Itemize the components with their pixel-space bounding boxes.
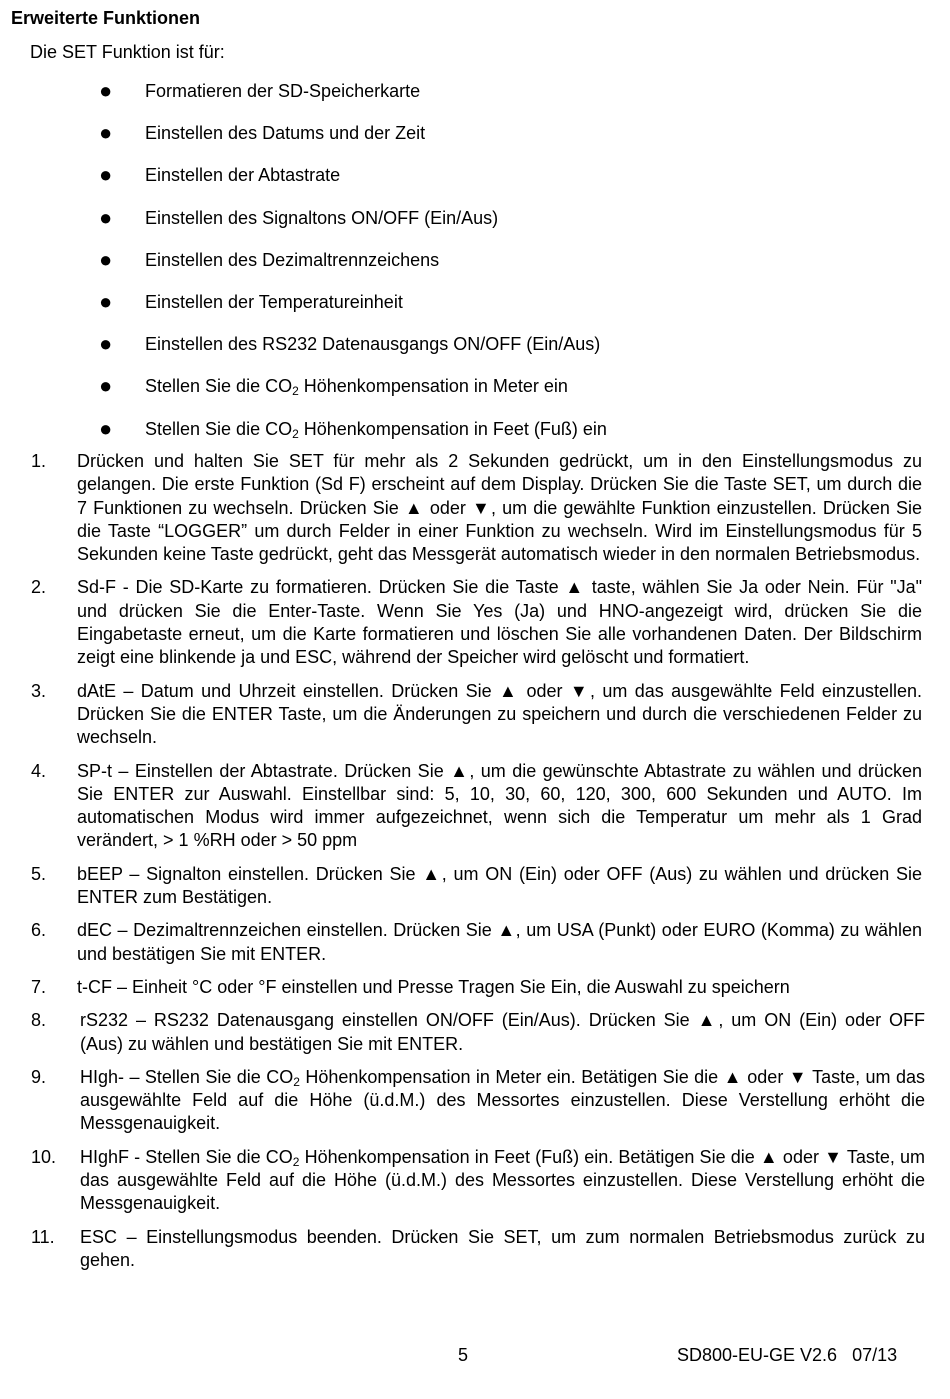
bullet-icon: ● — [99, 120, 113, 146]
list-item-text: Formatieren der SD-Speicherkarte — [145, 81, 421, 101]
list-item-text: Einstellen des Signaltons ON/OFF (Ein/Aus) — [145, 207, 499, 228]
step-number: 7. — [31, 976, 47, 997]
step-text: dAtE – Datum und Uhrzeit einstellen. Drücken Sie ▲ oder ▼, um das ausgewählte Feld einzustellen. Drücken Sie die ENTER Taste, um die Änderungen zu speichern und durch die verschiedenen Felder zu wechseln. — [77, 680, 922, 748]
list-item — [0, 246, 950, 291]
step-item — [0, 863, 950, 910]
list-item-text: Einstellen des RS232 Datenausgangs ON/OFF (Ein/Aus) — [145, 334, 601, 355]
step-number: 6. — [31, 920, 47, 941]
step-number: 1. — [31, 451, 47, 471]
step-number: 4. — [31, 760, 47, 781]
list-item-text: Einstellen der Temperatureinheit — [145, 291, 403, 312]
step-text: bEEP – Signalton einstellen. Drücken Sie ▲, um ON (Ein) oder OFF (Aus) zu wählen und drücken Sie ENTER zum Bestätigen. — [77, 863, 922, 908]
bullet-icon: ● — [99, 204, 113, 230]
feature-list — [0, 80, 950, 460]
bullet-icon: ● — [99, 78, 113, 103]
step-number: 2. — [31, 577, 47, 598]
step-list — [0, 450, 950, 1282]
list-item — [0, 122, 950, 164]
step-item — [0, 680, 950, 750]
list-item — [0, 375, 950, 417]
step-text: ESC – Einstellungsmodus beenden. Drücken Sie SET, um zum normalen Betriebsmodus zurück zu gehen. — [80, 1226, 925, 1270]
bullet-icon: ● — [99, 162, 113, 188]
bullet-icon: ● — [99, 246, 113, 272]
list-item — [0, 288, 950, 333]
step-text: HIgh- – Stellen Sie die $CO_2$ Höhenkompensation in Meter ein. Betätigen Sie die ▲ oder ▼ Taste, um das ausgewählte Feld auf die Höhe (ü.d.M.) des Messortes einzustellen. Diese Verstellung erhöht die Messgenauigkeit. — [80, 1066, 925, 1134]
step-item — [0, 1226, 950, 1273]
step-text: HIghF - Stellen Sie die $CO_2$ Höhenkompensation in Feet (Fuß) ein. Betätigen Sie die ▲ oder ▼ Taste, um das ausgewählte Feld auf die Höhe (ü.d.M.) des Messortes einzustellen. Diese Verstellung erhöht die Messgenauigkeit. — [80, 1146, 926, 1214]
step-item — [0, 450, 950, 566]
step-item — [0, 1066, 950, 1136]
step-text: Sd-F - Die SD-Karte zu formatieren. Drücken Sie die Taste ▲ taste, wählen Sie Ja oder Nein. Für "Ja" und drücken Sie die Enter-Taste. Wenn Sie Yes (Ja) und HNO-angezeigt wird, drücken Sie die Eingabetaste erneut, um die Karte formatieren und löschen Sie alle vorhandenen Daten. Der Bildschirm zeigt eine blinkende ja und ESC, während der Speicher wird gelöscht und formatiert. — [77, 577, 922, 668]
step-text: t-CF – Einheit °C oder °F einstellen und Presse Tragen Sie Ein, die Auswahl zu speichern — [77, 976, 790, 997]
page-number: 5 — [458, 1345, 469, 1365]
step-item — [0, 1146, 950, 1216]
bullet-icon: ● — [99, 415, 113, 441]
list-item — [0, 333, 950, 375]
step-number: 8. — [31, 1010, 47, 1031]
step-number: 11. — [31, 1226, 55, 1247]
list-item-text: Einstellen des Datums und der Zeit — [145, 123, 426, 144]
section-heading: Erweiterte Funktionen — [11, 8, 201, 28]
list-item-text: Stellen Sie die $CO_2$ Höhenkompensation in Feet (Fuß) ein — [145, 418, 607, 441]
bullet-icon: ● — [99, 331, 113, 357]
step-text: SP-t – Einstellen der Abtastrate. Drücken Sie ▲, um die gewünschte Abtastrate zu wählen und drücken Sie ENTER zur Auswahl. Einstellbar sind: 5, 10, 30, 60, 120, 300, 600 Sekunden und AUTO. Im automatischen Modus wird immer aufgezeichnet, wenn sich die Temperatur um mehr als 1 Grad verändert, > 1 %RH oder > 50 ppm — [77, 760, 922, 851]
list-item — [0, 164, 950, 206]
step-item — [0, 1009, 950, 1056]
bullet-icon: ● — [99, 288, 113, 314]
list-item-text: Stellen Sie die $CO_2$ Höhenkompensation in Meter ein — [145, 376, 568, 399]
step-item — [0, 760, 950, 853]
step-number: 5. — [31, 863, 47, 884]
step-number: 9. — [31, 1066, 47, 1087]
step-number: 3. — [31, 680, 47, 701]
step-item — [0, 919, 950, 966]
list-item — [0, 80, 950, 122]
step-text: dEC – Dezimaltrennzeichen einstellen. Drücken Sie ▲, um USA (Punkt) oder EURO (Komma) zu wählen und bestätigen Sie mit ENTER. — [77, 920, 922, 964]
step-item — [0, 976, 950, 999]
bullet-icon: ● — [99, 373, 113, 399]
step-text: rS232 – RS232 Datenausgang einstellen ON/OFF (Ein/Aus). Drücken Sie ▲, um ON (Ein) oder OFF (Aus) zu wählen und bestätigen Sie mit ENTER. — [80, 1010, 925, 1054]
document-id: SD800-EU-GE V2.6 07/13 — [677, 1345, 898, 1365]
list-item-text: Einstellen des Dezimaltrennzeichens — [145, 249, 440, 270]
step-text: Drücken und halten Sie SET für mehr als 2 Sekunden gedrückt, um in den Einstellungsmodus zu gelangen. Die erste Funktion (Sd F) erscheint auf dem Display. Drücken Sie die Taste SET, um durch die 7 Funktionen zu wechseln. Drücken Sie ▲ oder ▼, um die gewählte Funktion einzustellen. Drücken Sie die Taste “LOGGER” um durch Felder in einer Funktion zu wechseln. Wird im Einstellungsmodus für 5 Sekunden keine Taste gedrückt, geht das Messgerät automatisch wieder in den normalen Betriebsmodus. — [77, 451, 922, 565]
list-item — [0, 204, 950, 249]
intro-text: Die SET Funktion ist für: — [30, 42, 225, 62]
step-item — [0, 576, 950, 669]
list-item-text: Einstellen der Abtastrate — [145, 165, 341, 186]
step-number: 10. — [31, 1146, 57, 1167]
